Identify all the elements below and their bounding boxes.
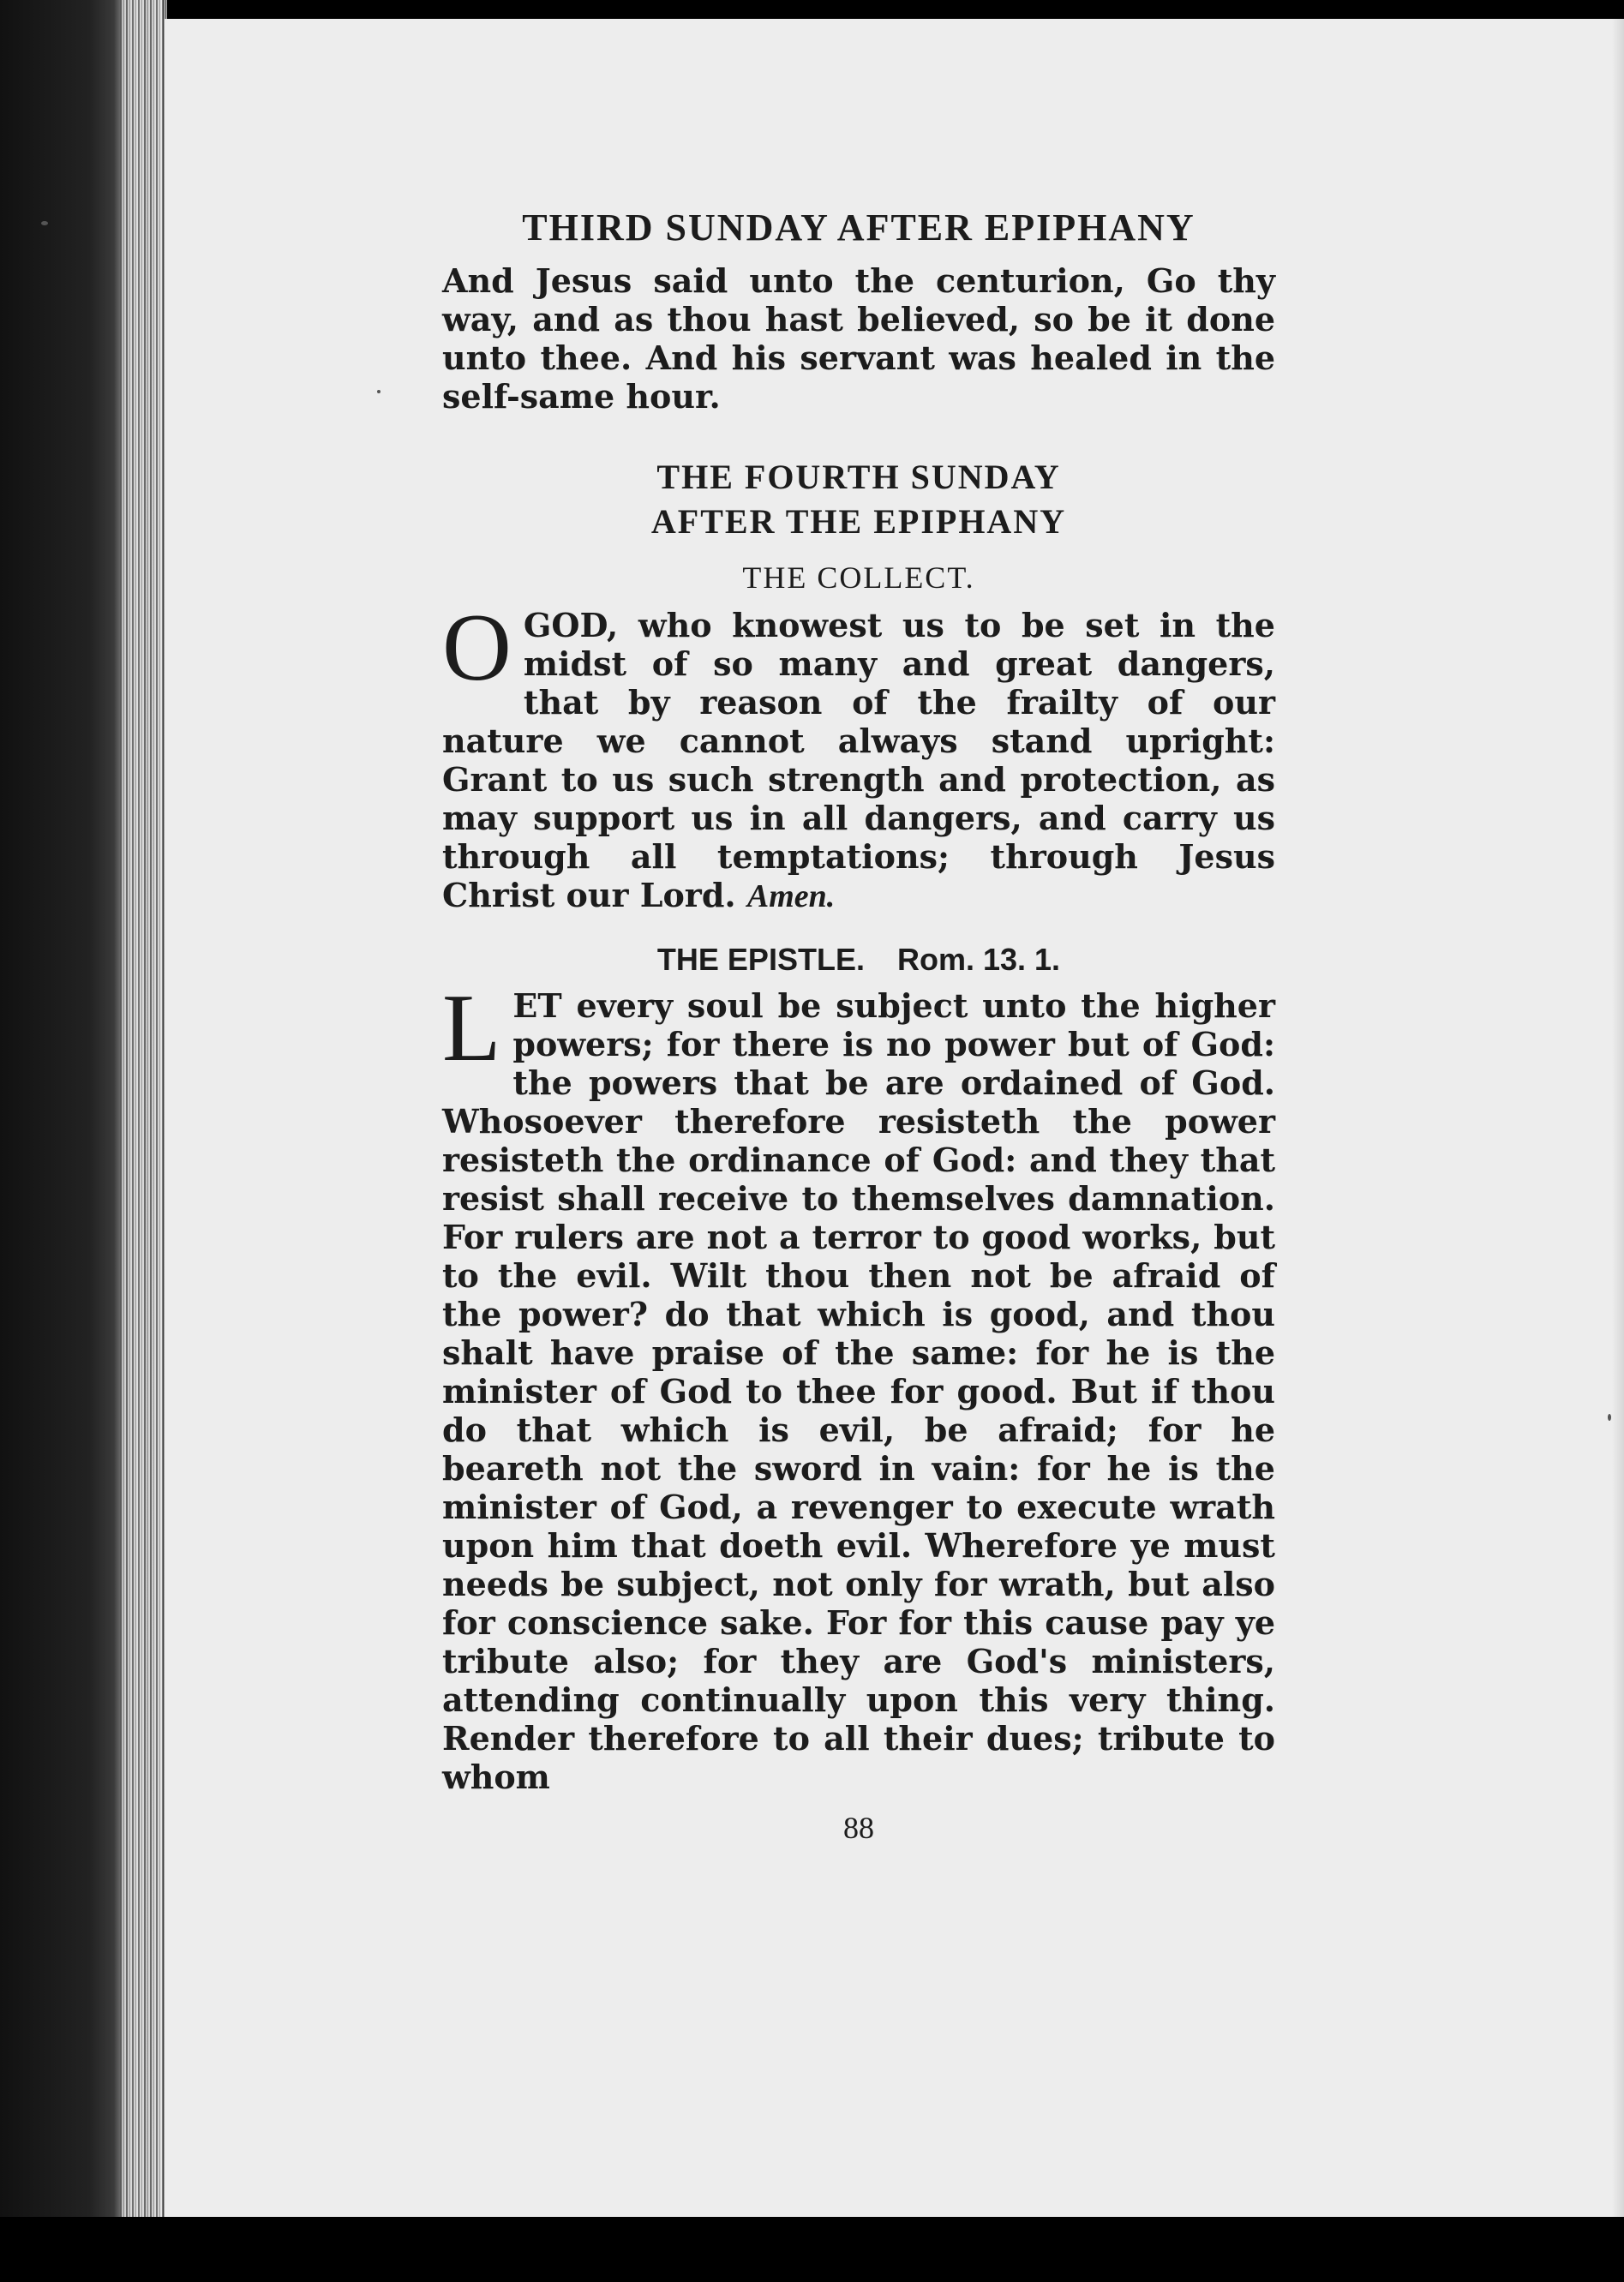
epistle-dropcap: L	[442, 975, 501, 1081]
dust-speck	[377, 390, 381, 393]
collect-heading: THE COLLECT.	[742, 560, 975, 595]
epistle-reference: Rom. 13. 1.	[896, 942, 1061, 977]
running-head: THIRD SUNDAY AFTER EPIPHANY	[522, 207, 1196, 249]
section-title	[442, 455, 1275, 544]
collect-paragraph	[442, 595, 1275, 916]
section-title-line-1: THE FOURTH SUNDAY	[656, 458, 1061, 496]
page-number: 88	[843, 1811, 874, 1845]
collect-amen: Amen.	[746, 878, 836, 914]
dust-speck	[1608, 1414, 1611, 1421]
collect-dropcap: O	[442, 595, 512, 701]
epistle-text: ET every soul be subject unto the higher powers; for there is no power but of God: the powers that be are ordained of God. Whosoever therefore resisteth the power resisteth the ordinance of God: and they that resist shall receive to themselves damnation. For rulers are not a terror to good works, but to the evil. Wilt thou then not be afraid of the power? do that which is good, and thou shalt have praise of the same: for he is the minister of God to thee for good. But if thou do that which is evil, be afraid; for he beareth not the sword in vain: for he is the minister of God, a revenger to execute wrath upon him that doeth evil. Wherefore ye must needs be subject, not only for wrath, but also for conscience sake. For for this cause pay ye tribute also; for they are God's ministers, attending continually upon this very thing. Render therefore to all their dues; tribute to whom	[442, 986, 1275, 1796]
page-edge-shadow	[1612, 19, 1624, 2217]
section-title-line-2: AFTER THE EPIPHANY	[650, 502, 1067, 541]
dust-speck	[41, 221, 48, 225]
scan-border-bottom	[0, 2217, 1624, 2282]
page-text	[442, 206, 1275, 1846]
gospel-continuation: And Jesus said unto the centurion, Go thy way, and as thou hast believed, so be it done unto thee. And his servant was healed in the self-same hour.	[442, 261, 1275, 416]
epistle-paragraph	[442, 975, 1275, 1796]
page-edges-stack	[120, 0, 167, 2228]
epistle-heading-label: THE EPISTLE.	[656, 942, 865, 977]
epistle-heading	[442, 942, 1275, 978]
collect-text: GOD, who knowest us to be set in the midst of so many and great dangers, that by reason of the frailty of our nature we cannot always stand upright: Grant to us such strength and protection, as may support us in all dangers, and carry us through all temptations; through Jesus Christ our Lord.	[442, 606, 1275, 914]
